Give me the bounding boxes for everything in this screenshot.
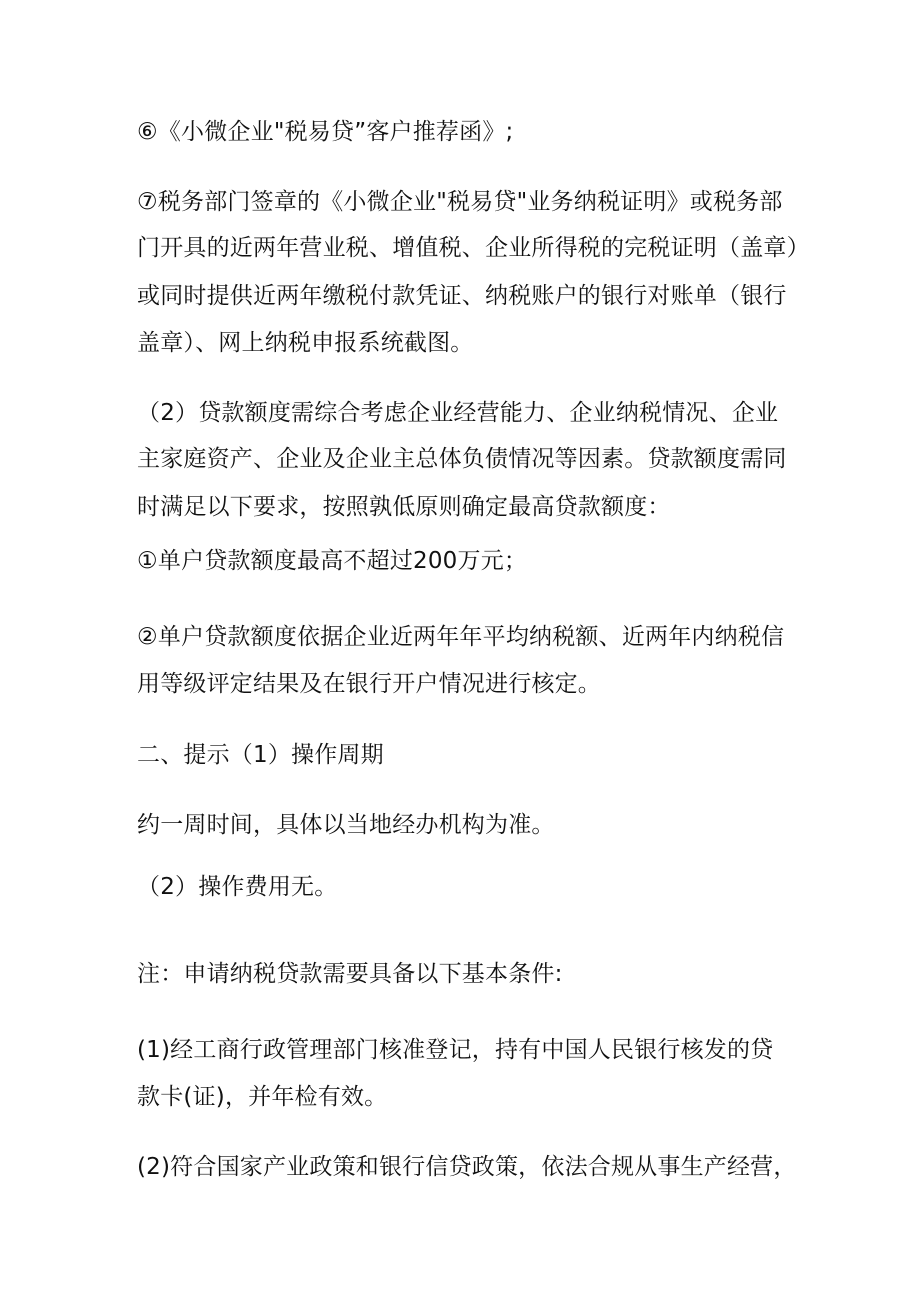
list-item-limit-2-line-2: 用等级评定结果及在银行开户情况进行核定。 [137,671,601,697]
condition-1-line-1: (1)经工商行政管理部门核准登记，持有中国人民银行核发的贷 [137,1037,774,1063]
condition-2-line-1: (2)符合国家产业政策和银行信贷政策，依法合规从事生产经营， [137,1154,797,1180]
list-item-7-line-1: ⑦税务部门签章的《小微企业"税易贷"业务纳税证明》或税务部 [137,189,783,215]
paragraph-duration: 约一周时间，具体以当地经办机构为准。 [137,812,555,838]
section-heading-tips: 二、提示（1）操作周期 [137,742,384,768]
paragraph-loan-limit-line-2: 主家庭资产、企业及企业主总体负债情况等因素。贷款额度需同 [137,446,787,472]
list-item-7-line-2: 门开具的近两年营业税、增值税、企业所得税的完税证明（盖章） [137,235,810,261]
paragraph-cost: （2）操作费用无。 [137,874,338,900]
list-item-7-line-3: 或同时提供近两年缴税付款凭证、纳税账户的银行对账单（银行 [137,283,787,309]
list-item-6: ⑥《小微企业"税易贷”客户推荐函》; [137,119,514,145]
list-item-7-line-4: 盖章）、网上纳税申报系统截图。 [137,330,474,356]
paragraph-loan-limit-line-1: （2）贷款额度需综合考虑企业经营能力、企业纳税情况、企业 [137,400,779,426]
note-heading: 注：申请纳税贷款需要具备以下基本条件: [137,961,563,987]
list-item-limit-1: ①单户贷款额度最高不超过200万元； [137,548,528,574]
condition-1-line-2: 款卡(证)，并年检有效。 [137,1084,388,1110]
paragraph-loan-limit-line-3: 时满足以下要求，按照孰低原则确定最高贷款额度： [137,494,671,520]
list-item-limit-2-line-1: ②单户贷款额度依据企业近两年年平均纳税额、近两年内纳税信 [137,624,785,650]
